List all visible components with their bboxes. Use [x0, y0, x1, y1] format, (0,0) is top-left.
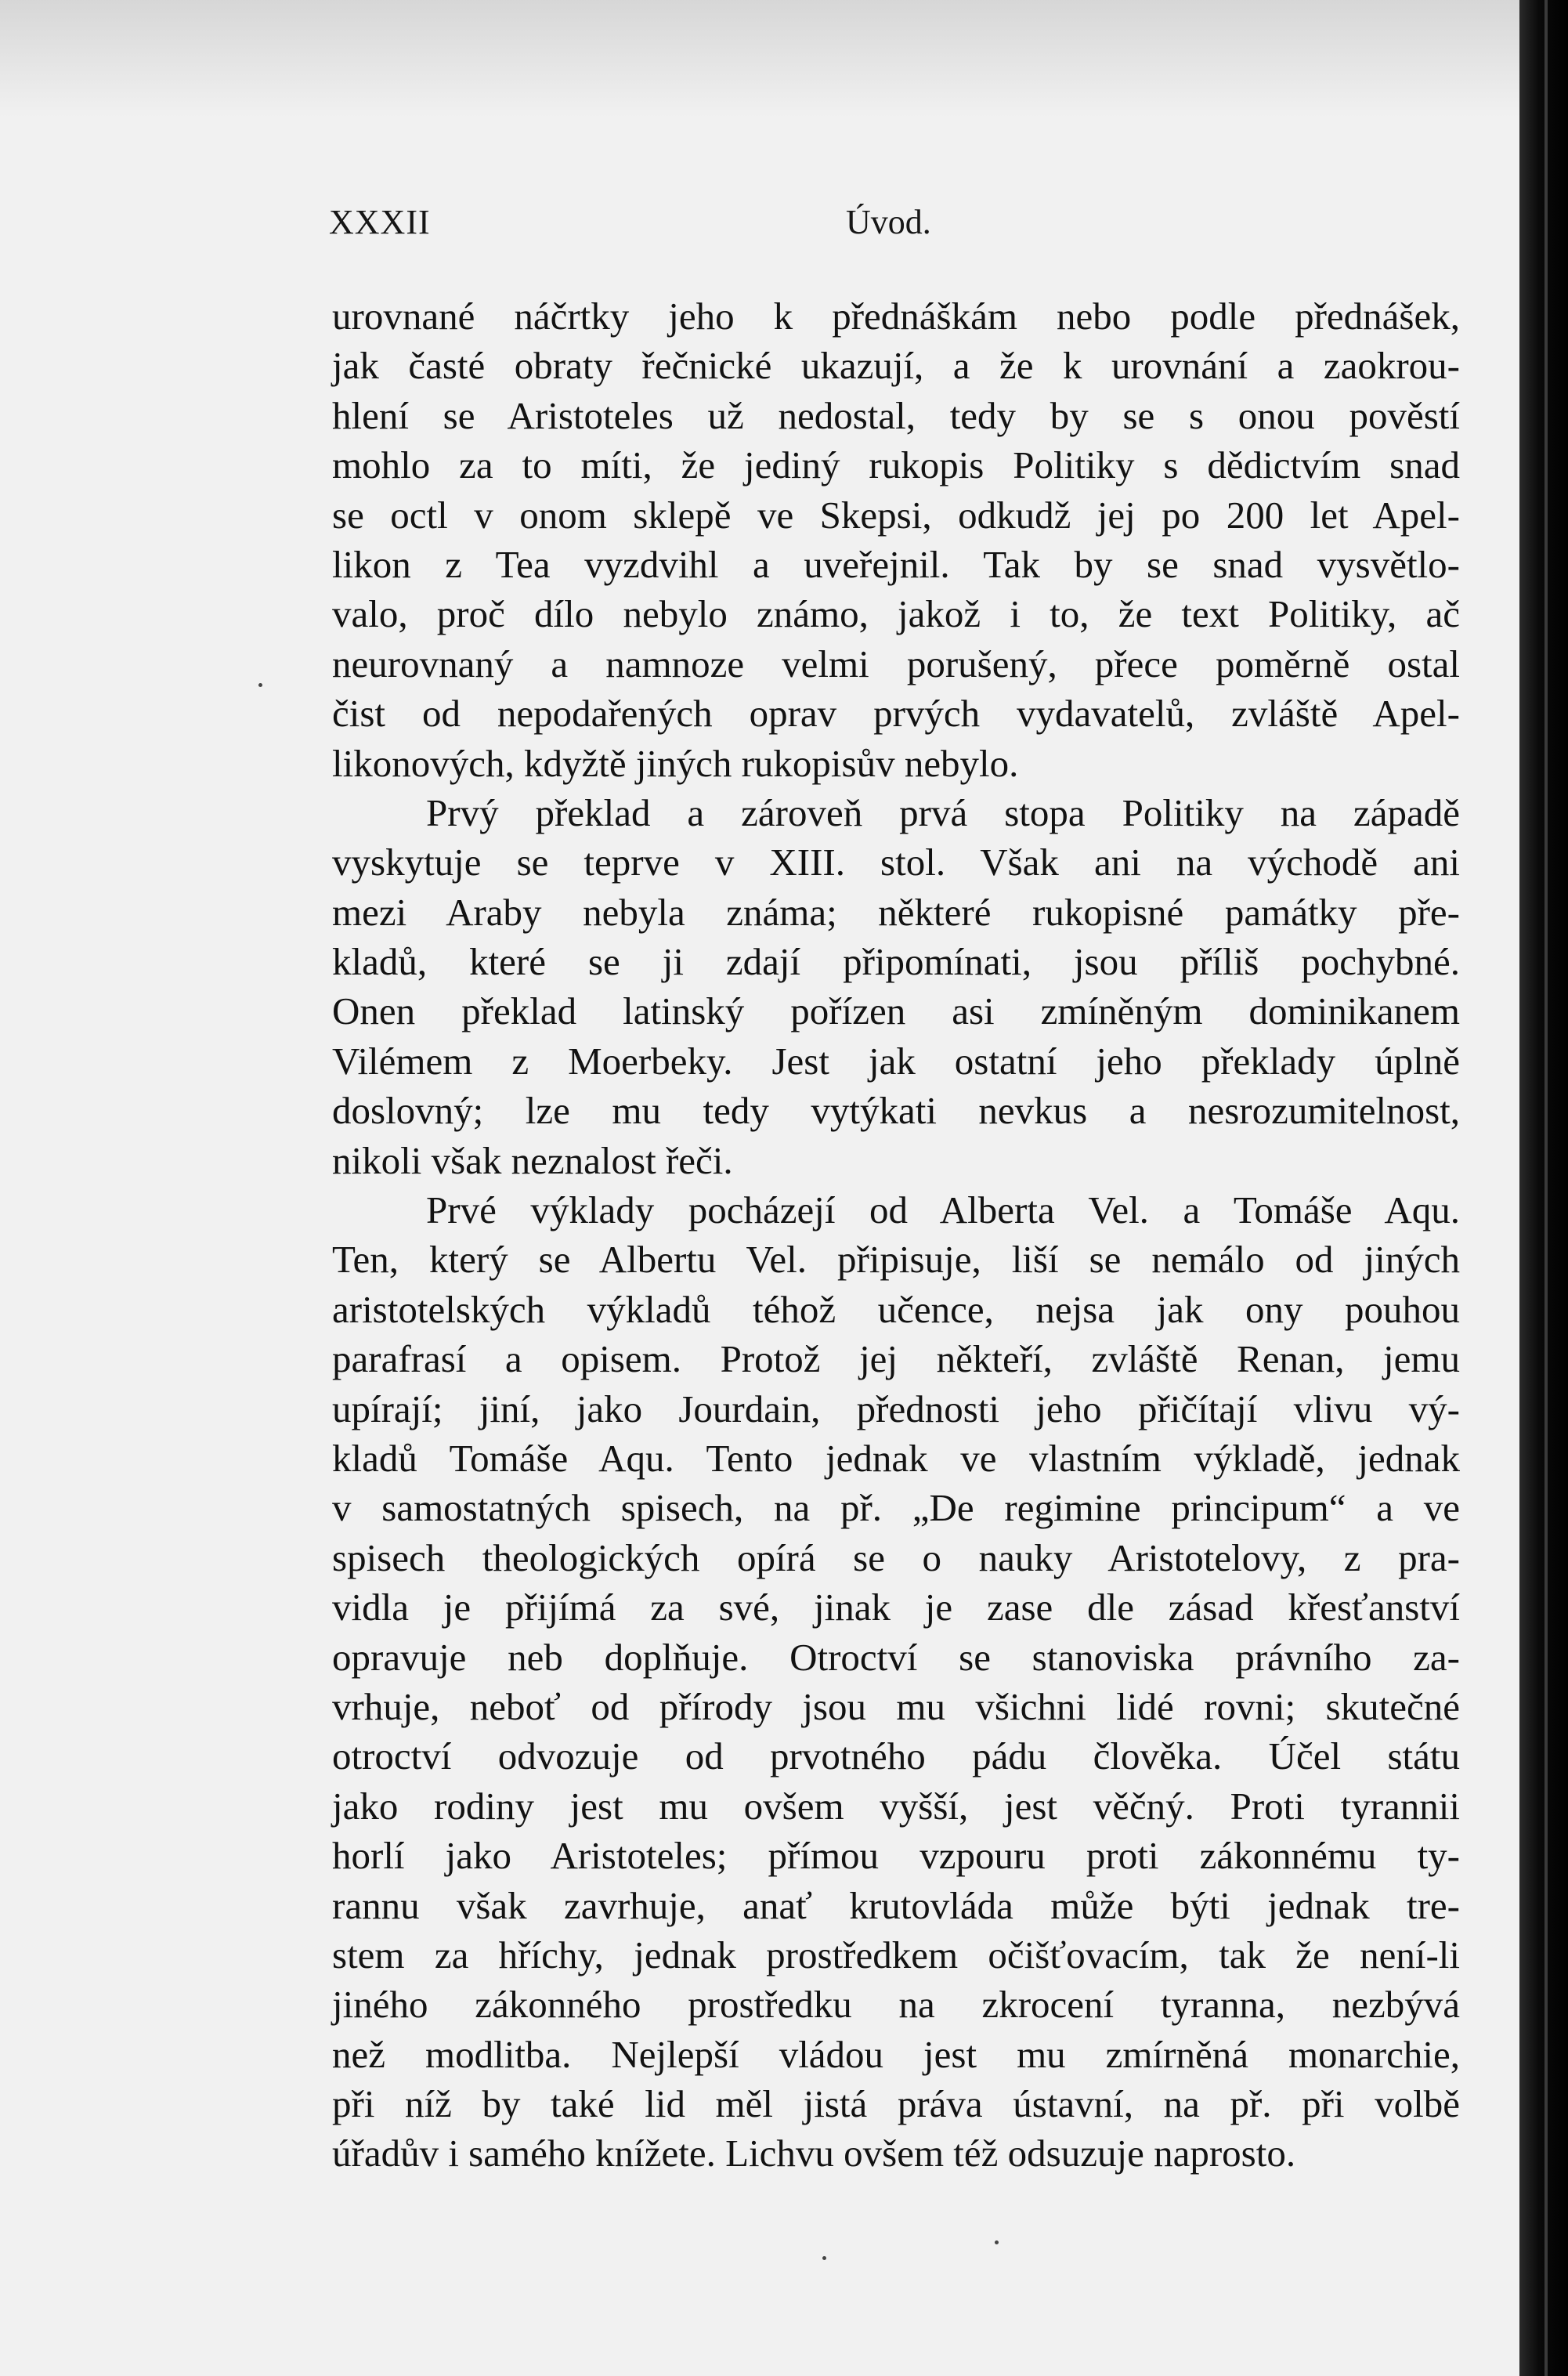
- scan-edge: [1519, 0, 1568, 2376]
- text-line: Prvé výklady pocházejí od Alberta Vel. a Tomáše Aqu.: [426, 1188, 1460, 1232]
- paragraph: [332, 291, 1460, 788]
- running-title: Úvod.: [846, 203, 931, 241]
- text-line: se octl v onom sklepě ve Skepsi, odkudž jej po 200 let Apel-: [332, 493, 1460, 537]
- text-line: vrhuje, neboť od přírody jsou mu všichni lidé rovni; skutečné: [332, 1684, 1460, 1728]
- text-line: otroctví odvozuje od prvotného pádu člověka. Účel státu: [332, 1734, 1460, 1778]
- text-line: vidla je přijímá za své, jinak je zase dle zásad křesťanství: [332, 1586, 1460, 1629]
- text-line: horlí jako Aristoteles; přímou vzpouru proti zákonnému ty-: [332, 1834, 1460, 1878]
- text-line: aristotelských výkladů téhož učence, nejsa jak ony pouhou: [332, 1287, 1460, 1331]
- text-line: jak časté obraty řečnické ukazují, a že k urovnání a zaokrou-: [332, 344, 1460, 388]
- scan-edge-line: [1545, 0, 1548, 2376]
- text-line: mezi Araby nebyla známa; některé rukopisné památky pře-: [332, 890, 1460, 934]
- text-line: parafrasí a opisem. Protož jej někteří, zvláště Renan, jemu: [332, 1337, 1460, 1381]
- text-line: neurovnaný a namnoze velmi porušený, přece poměrně ostal: [332, 642, 1460, 685]
- print-speck: [258, 683, 262, 687]
- text-line: doslovný; lze mu tedy vytýkati nevkus a nesrozumitelnost,: [332, 1089, 1460, 1133]
- text-line: Vilémem z Moerbeky. Jest jak ostatní jeho překlady úplně: [332, 1039, 1460, 1083]
- text-line: likonových, kdyžtě jiných rukopisův nebylo.: [332, 741, 1019, 785]
- text-line: opravuje neb doplňuje. Otroctví se stanoviska právního za-: [332, 1635, 1460, 1679]
- text-line: kladů Tomáše Aqu. Tento jednak ve vlastním výkladě, jednak: [332, 1436, 1460, 1480]
- text-line: jiného zákonného prostředku na zkrocení tyranna, nezbývá: [332, 1983, 1460, 2027]
- text-line: jako rodiny jest mu ovšem vyšší, jest věčný. Proti tyrannii: [332, 1784, 1460, 1828]
- text-line: Ten, který se Albertu Vel. připisuje, liší se nemálo od jiných: [332, 1238, 1460, 1282]
- text-line: čist od nepodařených oprav prvých vydavatelů, zvláště Apel-: [332, 692, 1460, 736]
- text-line: kladů, které se ji zdají připomínati, jsou příliš pochybné.: [332, 940, 1460, 984]
- text-line: upírají; jiní, jako Jourdain, přednosti jeho přičítají vlivu vý-: [332, 1387, 1460, 1430]
- text-line: nikoli však neznalost řeči.: [332, 1138, 733, 1182]
- text-line: urovnané náčrtky jeho k přednáškám nebo podle přednášek,: [332, 295, 1460, 338]
- paragraph: [332, 788, 1460, 1185]
- text-line: hlení se Aristoteles už nedostal, tedy by se s onou pověstí: [332, 393, 1460, 437]
- text-line: než modlitba. Nejlepší vládou jest mu zmírněná monarchie,: [332, 2032, 1460, 2076]
- text-line: likon z Tea vyzdvihl a uveřejnil. Tak by se snad vysvětlo-: [332, 542, 1460, 586]
- text-line: úřadův i samého knížete. Lichvu ovšem též odsuzuje naprosto.: [332, 2132, 1296, 2175]
- page-number: XXXII: [329, 203, 431, 241]
- print-speck: [995, 2240, 999, 2244]
- text-line: valo, proč dílo nebylo známo, jakož i to, že text Politiky, ač: [332, 592, 1460, 636]
- text-line: v samostatných spisech, na př. „De regimine principum“ a ve: [332, 1486, 1460, 1530]
- text-line: Prvý překlad a zároveň prvá stopa Politiky na západě: [426, 790, 1460, 834]
- body-text: [332, 291, 1460, 2179]
- text-line: vyskytuje se teprve v XIII. stol. Však ani na východě ani: [332, 841, 1460, 884]
- text-line: mohlo za to míti, že jediný rukopis Politiky s dědictvím snad: [332, 443, 1460, 487]
- text-line: při níž by také lid měl jistá práva ústavní, na př. při volbě: [332, 2082, 1460, 2126]
- text-line: stem za hříchy, jednak prostředkem očišťovacím, tak že není-li: [332, 1933, 1460, 1976]
- print-speck: [822, 2256, 826, 2260]
- paragraph: [332, 1185, 1460, 2179]
- text-line: rannu však zavrhuje, anať krutovláda může býti jednak tre-: [332, 1883, 1460, 1927]
- text-line: spisech theologických opírá se o nauky Aristotelovy, z pra-: [332, 1535, 1460, 1579]
- page-header: [329, 202, 1457, 249]
- text-line: Onen překlad latinský pořízen asi zmíněným dominikanem: [332, 989, 1460, 1033]
